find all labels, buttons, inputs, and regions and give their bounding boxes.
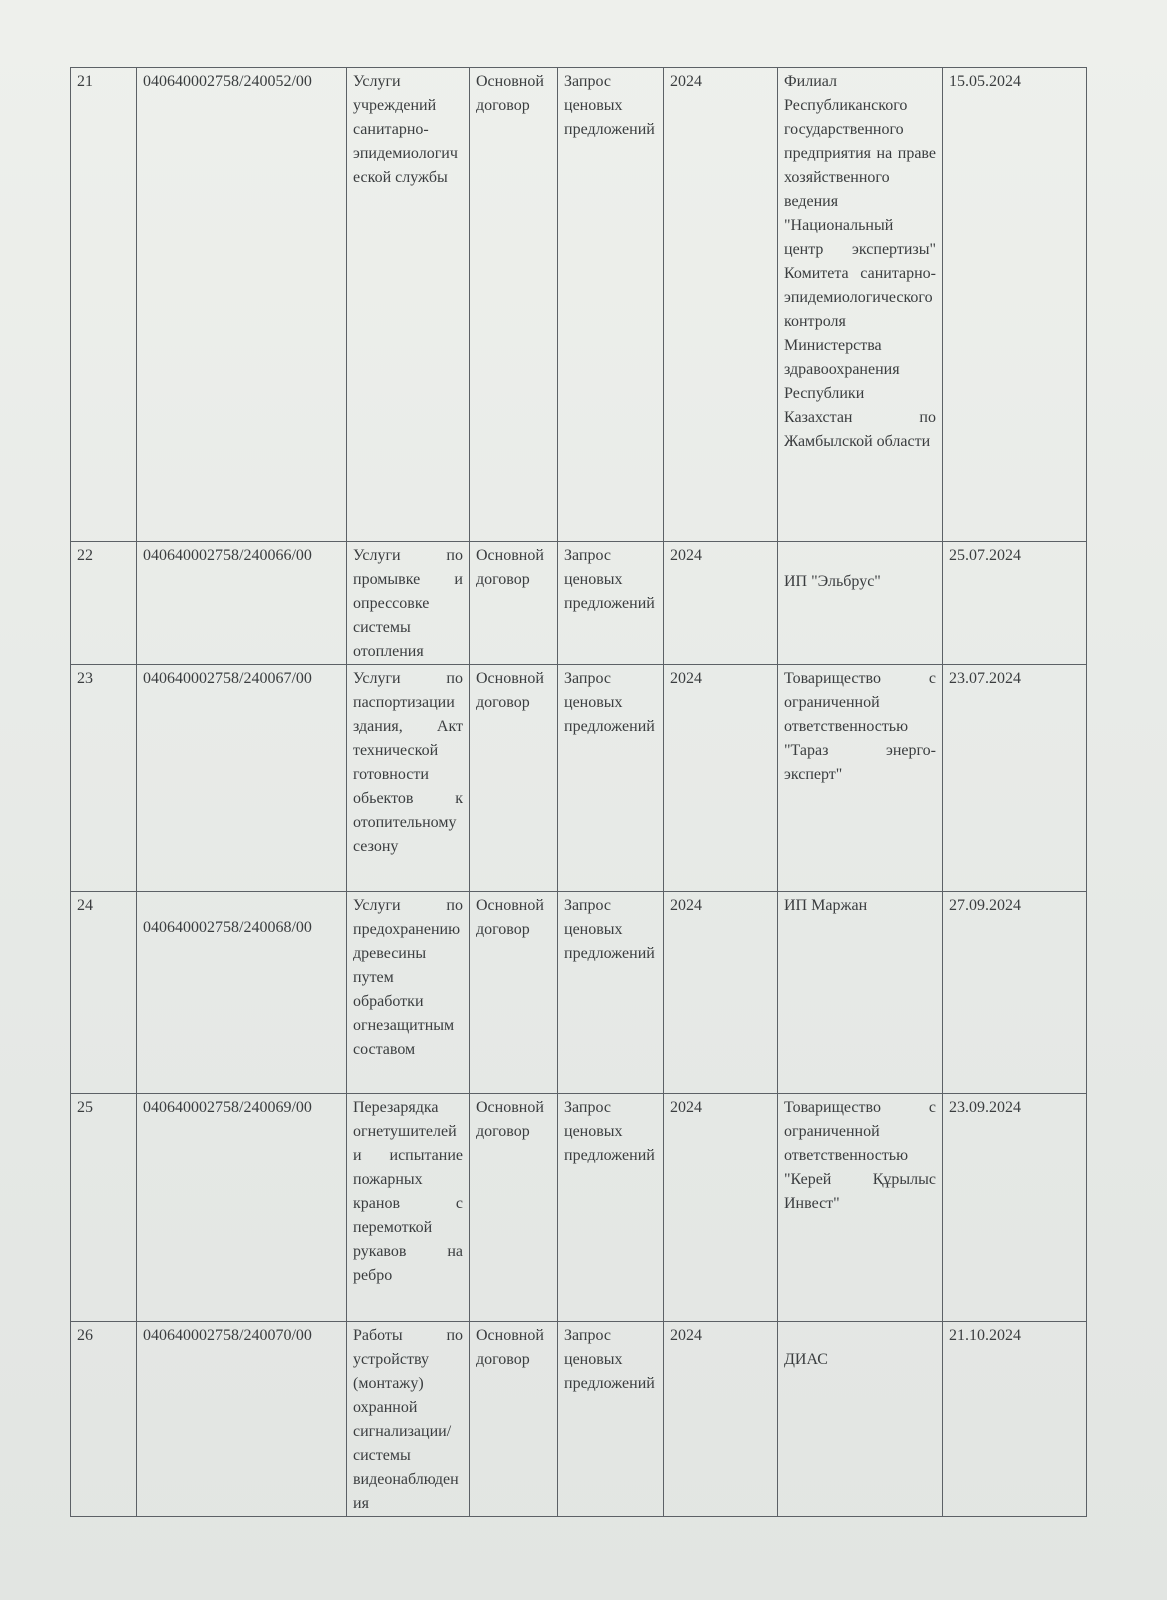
year: 2024 xyxy=(664,68,778,542)
procurement-method: Запрос ценовых предложений xyxy=(558,1322,664,1517)
procurement-method: Запрос ценовых предложений xyxy=(558,665,664,892)
contract-code: 040640002758/240069/00 xyxy=(137,1094,347,1322)
contract-date: 23.09.2024 xyxy=(943,1094,1087,1322)
contract-code: 040640002758/240067/00 xyxy=(137,665,347,892)
contract-type: Основной договор xyxy=(470,892,558,1094)
service-subject: Работы по устройству (монтажу) охранной сигнализации/системы видеонаблюдения xyxy=(347,1322,470,1517)
contract-date: 25.07.2024 xyxy=(943,542,1087,665)
contract-type: Основной договор xyxy=(470,1094,558,1322)
row-number: 25 xyxy=(71,1094,137,1322)
contract-code: 040640002758/240066/00 xyxy=(137,542,347,665)
contract-date: 23.07.2024 xyxy=(943,665,1087,892)
supplier: ДИАС xyxy=(778,1322,943,1517)
service-subject: Услуги по промывке и опрессовке системы отопления xyxy=(347,542,470,665)
row-number: 23 xyxy=(71,665,137,892)
year: 2024 xyxy=(664,892,778,1094)
table-row xyxy=(71,1322,1087,1517)
contracts-table xyxy=(70,67,1087,1517)
year: 2024 xyxy=(664,542,778,665)
contract-type: Основной договор xyxy=(470,542,558,665)
supplier: ИП "Эльбрус" xyxy=(778,542,943,665)
row-number: 24 xyxy=(71,892,137,1094)
row-number: 22 xyxy=(71,542,137,665)
supplier: ИП Маржан xyxy=(778,892,943,1094)
contract-type: Основной договор xyxy=(470,68,558,542)
table-row xyxy=(71,542,1087,665)
contract-date: 27.09.2024 xyxy=(943,892,1087,1094)
service-subject: Перезарядка огнетушителей и испытание пожарных кранов с перемоткой рукавов на ребро xyxy=(347,1094,470,1322)
contract-code: 040640002758/240070/00 xyxy=(137,1322,347,1517)
contract-type: Основной договор xyxy=(470,665,558,892)
contract-date: 15.05.2024 xyxy=(943,68,1087,542)
procurement-method: Запрос ценовых предложений xyxy=(558,892,664,1094)
table-row xyxy=(71,892,1087,1094)
contract-code: 040640002758/240068/00 xyxy=(137,892,347,1094)
procurement-method: Запрос ценовых предложений xyxy=(558,542,664,665)
table-row xyxy=(71,1094,1087,1322)
contract-type: Основной договор xyxy=(470,1322,558,1517)
service-subject: Услуги по предохранению древесины путем обработки огнезащитным составом xyxy=(347,892,470,1094)
row-number: 21 xyxy=(71,68,137,542)
procurement-method: Запрос ценовых предложений xyxy=(558,1094,664,1322)
table-row xyxy=(71,68,1087,542)
year: 2024 xyxy=(664,1094,778,1322)
row-number: 26 xyxy=(71,1322,137,1517)
year: 2024 xyxy=(664,665,778,892)
contract-date: 21.10.2024 xyxy=(943,1322,1087,1517)
contract-code: 040640002758/240052/00 xyxy=(137,68,347,542)
table-row xyxy=(71,665,1087,892)
supplier: Товарищество с ограниченной ответственностью "Тараз энерго-эксперт" xyxy=(778,665,943,892)
procurement-method: Запрос ценовых предложений xyxy=(558,68,664,542)
service-subject: Услуги по паспортизации здания, Акт технической готовности обьектов к отопительному сезону xyxy=(347,665,470,892)
year: 2024 xyxy=(664,1322,778,1517)
supplier: Филиал Республиканского государственного предприятия на праве хозяйственного ведения "Национальный центр экспертизы" Комитета санитарно-эпидемиологического контроля Министерства здравоохранения Республики Казахстан по Жамбылской области xyxy=(778,68,943,542)
service-subject: Услуги учреждений санитарно-эпидемиологической службы xyxy=(347,68,470,542)
supplier: Товарищество с ограниченной ответственностью "Керей Құрылыс Инвест" xyxy=(778,1094,943,1322)
